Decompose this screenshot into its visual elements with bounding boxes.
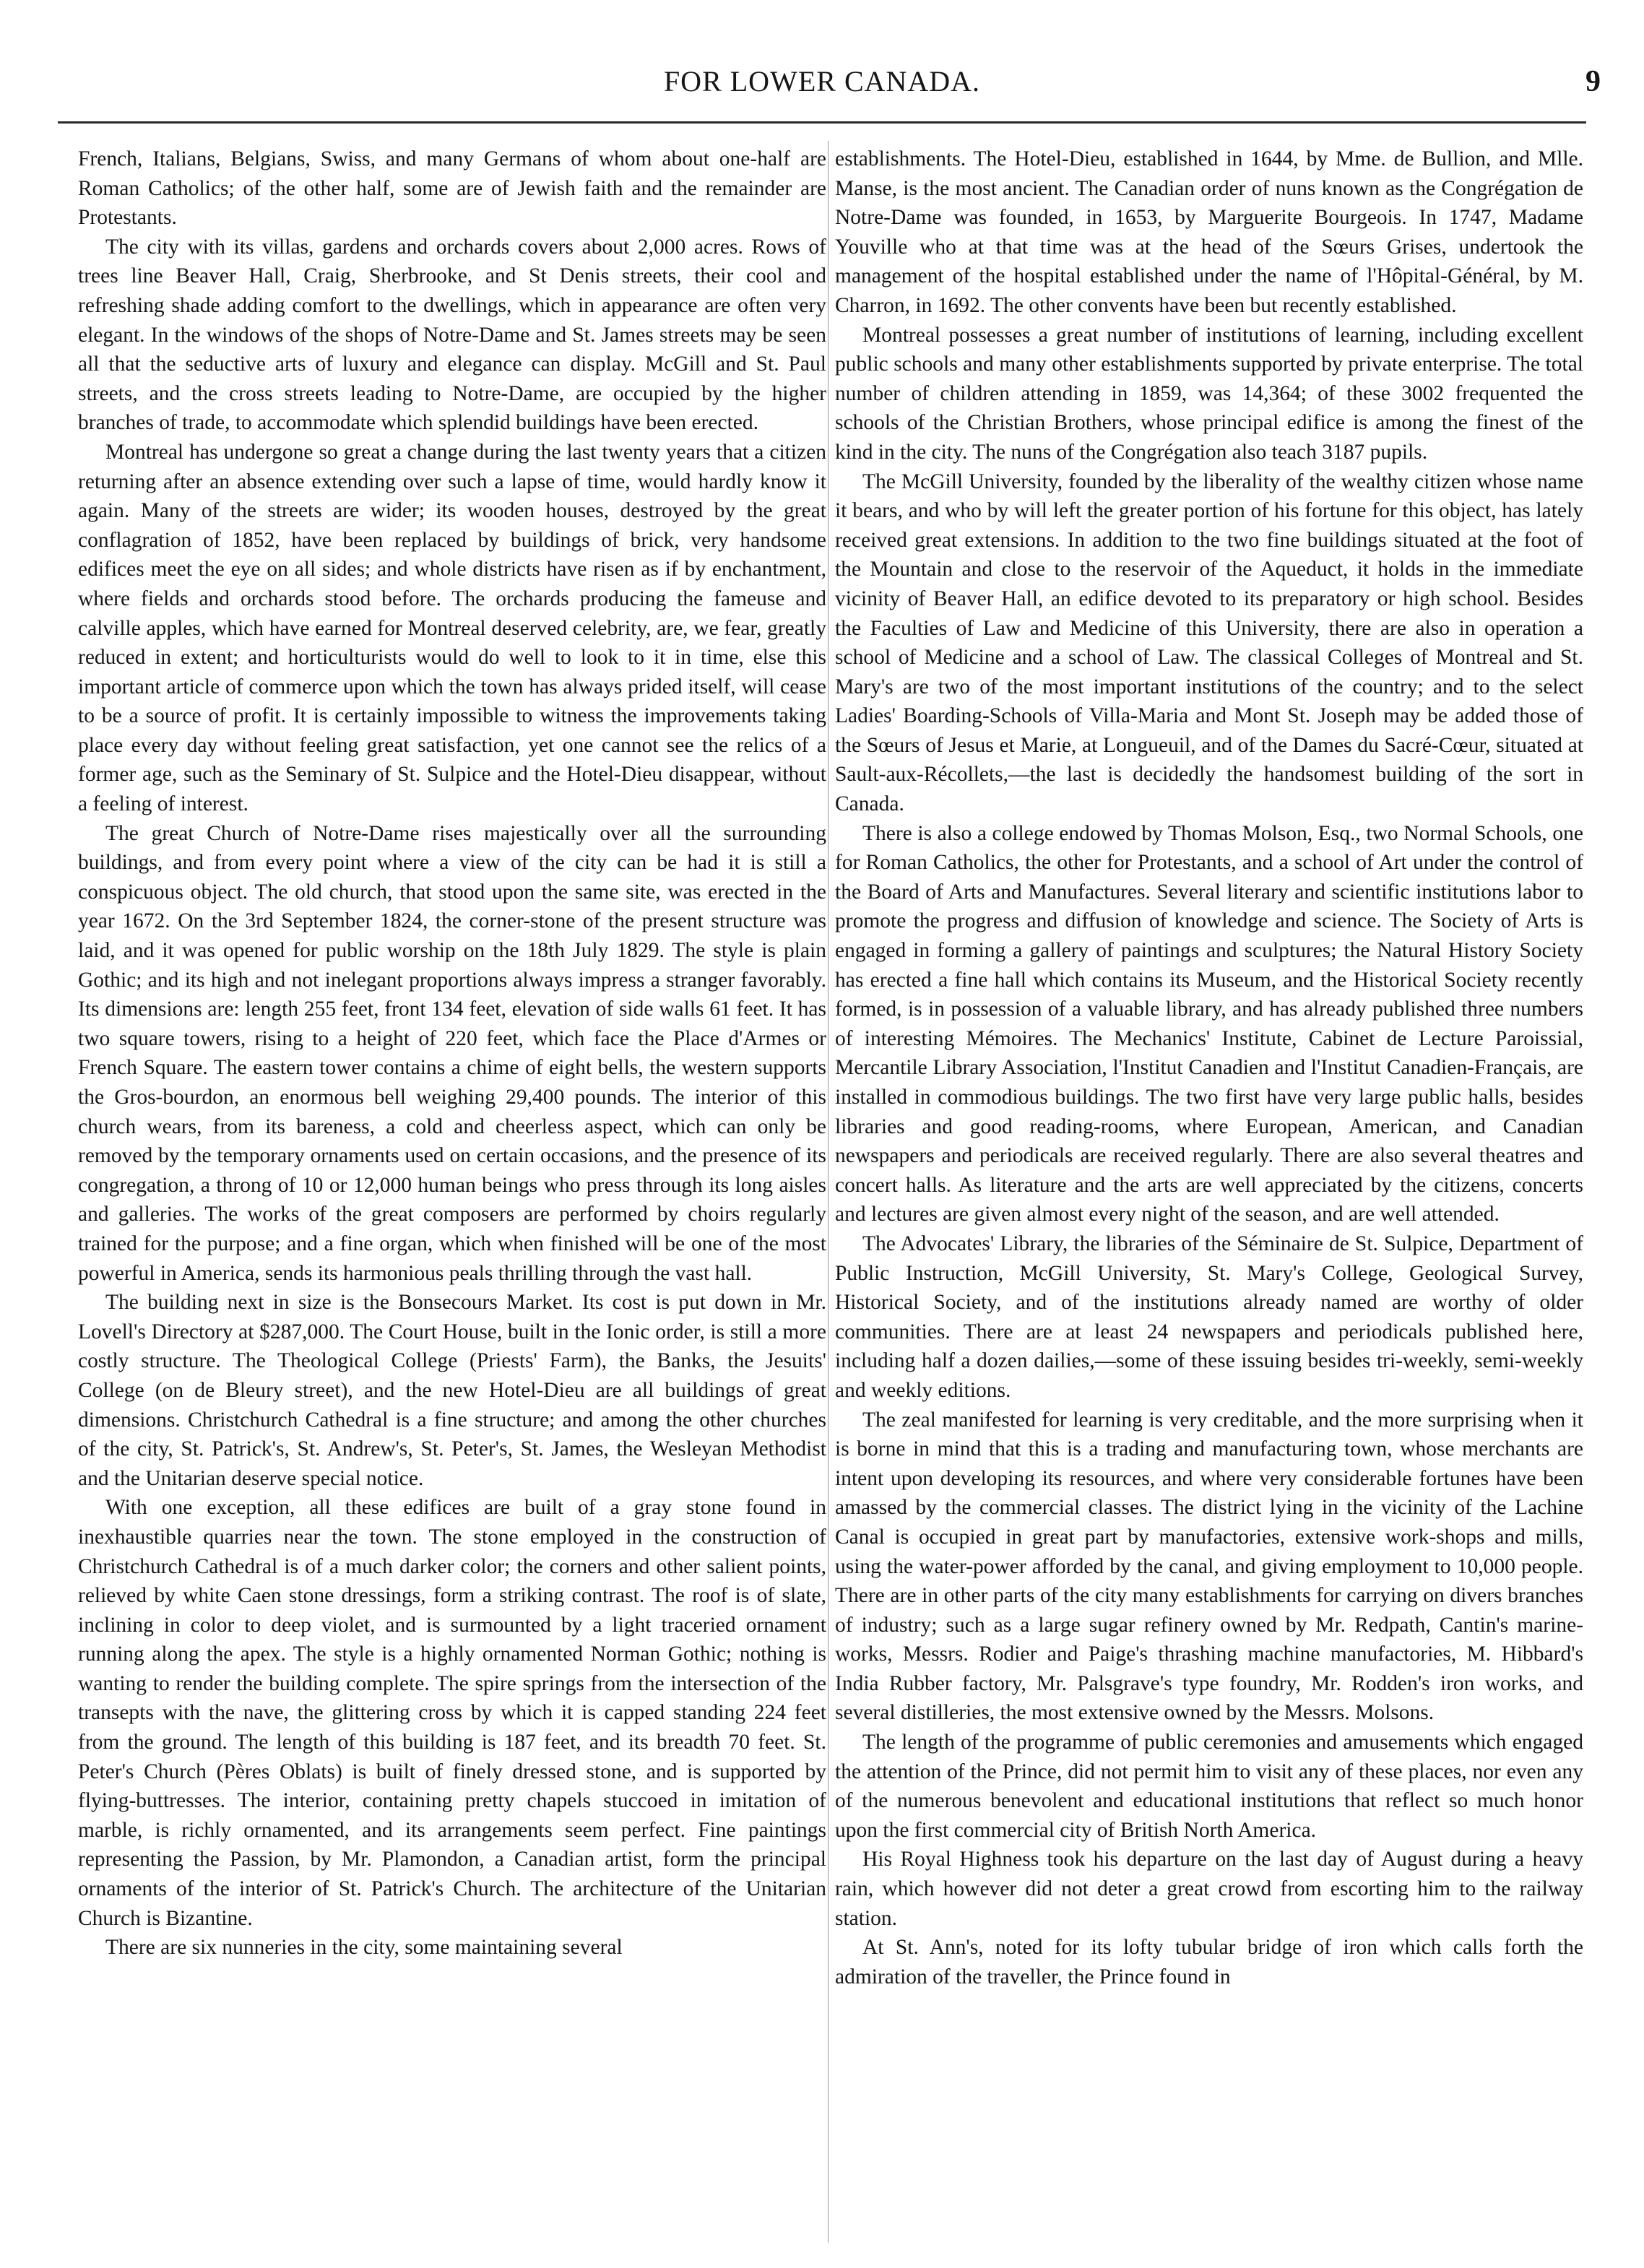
paragraph: His Royal Highness took his departure on the last day of August during a heavy rain, which however did not deter a great crowd from escorting him to the railway station.: [835, 1848, 1583, 1930]
paragraph: The Advocates' Library, the libraries of the Séminaire de St. Sulpice, Department of Public Instruction, McGill University, St. Mary's College, Geological Survey, Historical Society, and of the institutions already named are worthy of older communities. There are at least 24 newspapers and periodicals published here, including half a dozen dailies,—some of these issuing besides tri-weekly, semi-weekly and weekly editions.: [835, 1232, 1583, 1402]
header-rule: [58, 121, 1586, 124]
paragraph: The great Church of Notre-Dame rises majestically over all the surrounding buildings, and from every point where a view of the city can be had it is still a conspicuous object. The old church, that stood upon the same site, was erected in the year 1672. On the 3rd September 1824, the corner-stone of the present structure was laid, and it was opened for public worship on the 18th July 1829. The style is plain Gothic; and its high and not inelegant proportions always impress a stranger favorably. Its dimensions are: length 255 feet, front 134 feet, elevation of side walls 61 feet. It has two square towers, rising to a height of 220 feet, which face the Place d'Armes or French Square. The eastern tower contains a chime of eight bells, the western supports the Gros-bourdon, an enormous bell weighing 29,400 pounds. The interior of this church wears, from its bareness, a cold and cheerless aspect, which can only be removed by the temporary ornaments used on certain occasions, and the presence of its congregation, a throng of 10 or 12,000 human beings who press through its long aisles and galleries. The works of the great composers are performed by choirs regularly trained for the purpose; and a fine organ, which when finished will be one of the most powerful in America, sends its harmonious peals thrilling through the vast hall.: [78, 821, 826, 1285]
running-title: FOR LOWER CANADA.: [663, 65, 981, 98]
paragraph: With one exception, all these edifices are built of a gray stone found in inexhaustible quarries near the town. The stone employed in the construction of Christchurch Cathedral is of a much darker color; the corners and other salient points, relieved by white Caen stone dressings, form a striking contrast. The roof is of slate, inclining in color to deep violet, and is surmounted by a light traceried ornament running along the apex. The style is a highly ornamented Norman Gothic; nothing is wanting to render the building complete. The spire springs from the intersection of the transepts with the nave, the glittering cross by which it is capped standing 224 feet from the ground. The length of this building is 187 feet, and its breadth 70 feet. St. Peter's Church (Pères Oblats) is built of finely dressed stone, and is supported by flying-buttresses. The interior, containing pretty chapels stuccoed in imitation of marble, is richly ornamented, and its arrangements seem perfect. Fine paintings representing the Passion, by Mr. Plamondon, a Canadian artist, form the principal ornaments of the interior of St. Patrick's Church. The architecture of the Unitarian Church is Bizantine.: [78, 1496, 826, 1930]
paragraph: There is also a college endowed by Thomas Molson, Esq., two Normal Schools, one for Roman Catholics, the other for Protestants, and a school of Art under the control of the Board of Arts and Manufactures. Several literary and scientific institutions labor to promote the progress and diffusion of knowledge and science. The Society of Arts is engaged in forming a gallery of paintings and sculptures; the Natural History Society has erected a fine hall which contains its Museum, and the Historical Society recently formed, is in possession of a valuable library, and has already published three numbers of interesting Mémoires. The Mechanics' Institute, Cabinet de Lecture Paroissial, Mercantile Library Association, l'Institut Canadien and l'Institut Canadien-Français, are installed in commodious buildings. The two first have very large public halls, besides libraries and good reading-rooms, where European, American, and Canadian newspapers and periodicals are received regularly. There are also several theatres and concert halls. As literature and the arts are well appreciated by the citizens, concerts and lectures are given almost every night of the season, and are well attended.: [835, 821, 1583, 1226]
paragraph: The zeal manifested for learning is very creditable, and the more surprising when it is borne in mind that this is a trading and manufacturing town, whose merchants are intent upon developing its resources, and where very considerable fortunes have been amassed by the commercial classes. The district lying in the vicinity of the Lachine Canal is occupied in great part by manufactories, extensive work-shops and mills, using the water-power afforded by the canal, and giving employment to 10,000 people. There are in other parts of the city many establishments for carrying on divers branches of industry; such as a large sugar refinery owned by Mr. Redpath, Cantin's marine-works, Messrs. Rodier and Paige's thrashing machine manufactories, M. Hibbard's India Rubber factory, Mr. Palsgrave's type foundry, Mr. Rodden's iron works, and several distilleries, the most extensive owned by the Messrs. Molsons.: [835, 1408, 1583, 1725]
paragraph: Montreal has undergone so great a change during the last twenty years that a citizen returning after an absence extending over such a lapse of time, would hardly know it again. Many of the streets are wider; its wooden houses, destroyed by the great conflagration of 1852, have been replaced by buildings of brick, very handsome edifices meet the eye on all sides; and whole districts have risen as if by enchantment, where fields and orchards stood before. The orchards producing the fameuse and calville apples, which have earned for Montreal deserved celebrity, are, we fear, greatly reduced in extent; and horticulturists would do well to look to it in time, else this important article of commerce upon which the town has always prided itself, will cease to be a source of profit. It is certainly impossible to witness the improvements taking place every day without feeling great satisfaction, yet one cannot see the relics of a former age, such as the Seminary of St. Sulpice and the Hotel-Dieu disappear, without a feeling of interest.: [78, 440, 826, 816]
page-header: [43, 64, 1601, 107]
column-divider: [828, 141, 829, 2243]
paragraph: The building next in size is the Bonsecours Market. Its cost is put down in Mr. Lovell's Directory at $287,000. The Court House, built in the Ionic order, is still a more costly structure. The Theological College (Priests' Farm), the Banks, the Jesuits' College (on de Bleury street), and the new Hotel-Dieu are all buildings of great dimensions. Christchurch Cathedral is a fine structure; and among the other churches of the city, St. Patrick's, St. Andrew's, St. Peter's, St. James, the Wesleyan Methodist and the Unitarian deserve special notice.: [78, 1291, 826, 1490]
paragraph: The city with its villas, gardens and orchards covers about 2,000 acres. Rows of trees line Beaver Hall, Craig, Sherbrooke, and St Denis streets, their cool and refreshing shade adding comfort to the dwellings, which in appearance are often very elegant. In the windows of the shops of Notre-Dame and St. James streets may be seen all that the seductive arts of luxury and elegance can display. McGill and St. Paul streets, and the cross streets leading to Notre-Dame, are occupied by the higher branches of trade, to accommodate which splendid buildings have been erected.: [78, 235, 826, 435]
paragraph: The McGill University, founded by the liberality of the wealthy citizen whose name it bears, and who by will left the greater portion of his fortune for this object, has lately received great extensions. In addition to the two fine buildings situated at the foot of the Mountain and close to the reservoir of the Aqueduct, it holds in the immediate vicinity of Beaver Hall, an edifice devoted to its preparatory or high school. Besides the Faculties of Law and Medicine of this University, there are also in operation a school of Medicine and a school of Law. The classical Colleges of Montreal and St. Mary's are two of the most important institutions of the country; and to the select Ladies' Boarding-Schools of Villa-Maria and Mont St. Joseph may be added those of the Sœurs of Jesus et Marie, at Longueuil, and of the Dames du Sacré-Cœur, situated at Sault-aux-Récollets,—the last is decidedly the handsomest building of the sort in Canada.: [835, 469, 1583, 816]
page-number: 9: [1585, 65, 1601, 98]
right-column: [835, 144, 1583, 2246]
paragraph: At St. Ann's, noted for its lofty tubular bridge of iron which calls forth the admiration of the traveller, the Prince found in: [835, 1936, 1583, 1988]
paragraph: There are six nunneries in the city, some maintaining several: [105, 1936, 623, 1960]
left-column: [78, 144, 826, 2246]
paragraph: establishments. The Hotel-Dieu, established in 1644, by Mme. de Bullion, and Mlle. Manse, is the most ancient. The Canadian order of nuns known as the Congrégation de Notre-Dame was founded, in 1653, by Marguerite Bourgeois. In 1747, Madame Youville who at that time was at the head of the Sœurs Grises, undertook the management of the hospital established under the name of l'Hôpital-Général, by M. Charron, in 1692. The other convents have been but recently established.: [835, 147, 1583, 317]
paragraph: French, Italians, Belgians, Swiss, and many Germans of whom about one-half are Roman Catholics; of the other half, some are of Jewish faith and the remainder are Protestants.: [78, 147, 826, 230]
paragraph: Montreal possesses a great number of institutions of learning, including excellent public schools and many other establishments supported by private enterprise. The total number of children attending in 1859, was 14,364; of these 3002 frequented the schools of the Christian Brothers, whose principal edifice is among the finest of the kind in the city. The nuns of the Congrégation also teach 3187 pupils.: [835, 323, 1583, 464]
paragraph: The length of the programme of public ceremonies and amusements which engaged the attention of the Prince, did not permit him to visit any of these places, nor even any of the numerous benevolent and educational institutions that reflect so much honor upon the first commercial city of British North America.: [835, 1731, 1583, 1842]
